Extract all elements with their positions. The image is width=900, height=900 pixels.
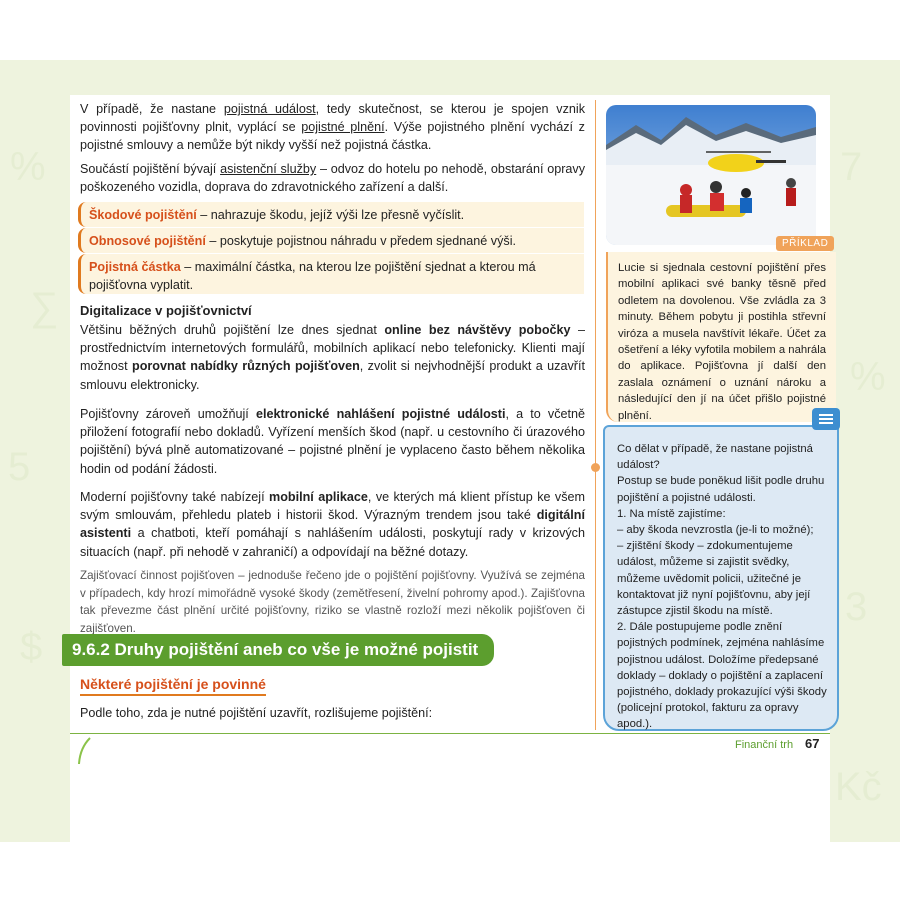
info-step1-title: 1. Na místě zajistíme:: [617, 507, 726, 520]
paragraph-online: [80, 321, 585, 394]
term-assistance-services: asistenční služby: [220, 162, 317, 176]
text-run: Pojišťovny zároveň umožňují: [80, 407, 256, 421]
bold-phrase: digitální asistenti: [80, 508, 585, 541]
digitalization-heading: Digitalizace v pojišťovnictví: [80, 303, 252, 318]
text-run: Moderní pojišťovny také nabízejí: [80, 490, 270, 504]
definition-box: [78, 228, 584, 253]
example-box: Lucie si sjednala cestovní pojištění přes mobilní aplikaci své banky těsně před odletem na dovolenou. Vše zvládla za 3 minuty. Během pobytu ji postihla střevní viróza a musela navštívit lékaře. Účet za ošetření a léky vyfotila mobilem a nahrála do aplikace. Pojišťovna jí další den zaslala oznámení o uznání nároku a následující den jí na účet přišlo pojistné plnění.: [606, 252, 836, 422]
paragraph-assistance: [80, 160, 585, 196]
text-run: V případě, že nastane: [80, 102, 224, 116]
text-run: , a to včetně přiložení fotografií nebo dokladů. Vyřízení menších škod (např. u cestovního či úrazového pojištění) bývá plně automatizované – pojistné plnění je vyplaceno často během několika hodin od podání žádosti.: [80, 407, 586, 476]
definition-text: – poskytuje pojistnou náhradu v předem sjednané výši.: [205, 234, 516, 248]
definition-text: – maximální částka, na kterou lze pojištění sjednat a kterou má pojišťovna vyplatit.: [89, 260, 536, 292]
info-step2: 2. Dále postupujeme podle znění pojistných podmínek, zejména nahlásíme pojistnou událost. Doložíme předepsané doklady – doklady o pojištění a zaplacení pojistného, doklady prokazující výši škody (policejní protokol, fakturu za opravy apod.).: [617, 621, 827, 731]
text-run: – odvoz do hotelu po nehodě, obstarání opravy poškozeného vozidla, doprava do zdravotnického zařízení a další.: [80, 162, 585, 195]
subheading-mandatory: Některé pojištění je povinné: [80, 676, 266, 696]
text-run: – prostřednictvím internetových formulářů, mobilních aplikací nebo telefonicky. Klienti mají možnost: [80, 323, 586, 374]
footer-chapter: Finanční trh: [735, 739, 794, 751]
page-number: 67: [805, 736, 820, 751]
svg-text:7: 7: [840, 145, 863, 189]
definition-term: Pojistná částka: [89, 260, 181, 274]
term-insured-event: pojistná událost: [223, 102, 316, 116]
reinsurance-note: Zajišťovací činnost pojišťoven – jednoduše řečeno jde o pojištění pojišťovny. Využívá se zejména v případech, kdy hrozí mimořádně vysoké škody (zemětřesení, živelní pohromy apod.). Zajišťovna tak převezme část plnění určité pojišťovny, riziko se vlastně rozloží mezi několik pojišťoven či zajišťoven.: [80, 569, 585, 635]
svg-text:3: 3: [845, 585, 868, 629]
text-run: Součástí pojištění bývají: [80, 162, 221, 176]
text-run: a chatboti, kteří pomáhají s nahlášením události, poskytují rady v krizových situacích (např. při nehodě v zahraničí) a odpovídají na běžné dotazy.: [80, 526, 585, 559]
svg-text:$: $: [20, 625, 43, 669]
svg-text:%: %: [850, 355, 886, 399]
svg-text:%: %: [10, 145, 46, 189]
svg-text:5: 5: [8, 445, 31, 489]
definition-term: Obnosové pojištění: [89, 234, 206, 248]
svg-text:∑: ∑: [30, 285, 59, 329]
definition-box: [78, 254, 584, 294]
text-run: , tedy skutečnost, se kterou je spojen vznik povinnosti pojišťovny plnit, vyplácí se: [80, 102, 585, 135]
paragraph-insured-event: [80, 100, 585, 155]
text-run: , zvolit si nejvhodnější produkt a uzavřít smlouvu elektronicky.: [80, 359, 585, 392]
info-box: [603, 425, 839, 731]
definition-box: [78, 202, 584, 227]
info-step1-item: – zjištění škody – zdokumentujeme událost, můžeme si zajistit svědky, můžeme uvědomit policii, užitečné je kontaktovat již nyní pojišťovnu, aby její zástupce zjistil škodu na místě.: [617, 540, 811, 618]
svg-text:Kč: Kč: [835, 765, 882, 809]
text-run: , ve kterých má klient přístup ke všem svým smlouvám, přehledu plateb i historii škod. Výrazným trendem jsou také: [80, 490, 586, 523]
info-intro: Postup se bude poněkud lišit podle druhu pojištění a pojistné události.: [617, 475, 825, 504]
rescue-photo: [606, 105, 816, 245]
term-insurance-payout: pojistné plnění: [301, 120, 385, 135]
divider-dot: [591, 463, 600, 472]
info-question: Co dělat v případě, že nastane pojistná událost?: [617, 443, 813, 472]
bold-phrase: mobilní aplikace: [269, 490, 368, 504]
section-heading: 9.6.2 Druhy pojištění aneb co vše je možné pojistit: [62, 634, 494, 666]
list-icon: [812, 408, 840, 430]
text-run: . Výše pojistného plnění vychází z pojistné smlouvy a nemůže být nikdy vyšší než pojistná částka.: [80, 120, 585, 153]
text-run: Většinu běžných druhů pojištění lze dnes sjednat: [80, 323, 385, 337]
leaf-icon: [76, 736, 94, 766]
info-step1-item: – aby škoda nevzrostla (je-li to možné);: [617, 524, 814, 537]
paragraph-electronic-claim: [80, 405, 585, 478]
bold-phrase: porovnat nabídky různých pojišťoven: [132, 359, 360, 374]
definition-text: – nahrazuje škodu, jejíž výši lze přesně vyčíslit.: [196, 208, 465, 222]
column-divider: [595, 100, 596, 730]
paragraph-mobile-apps: [80, 488, 585, 561]
bold-phrase: elektronické nahlášení pojistné události: [255, 407, 506, 421]
example-tag: PŘÍKLAD: [776, 236, 834, 251]
bold-phrase: online bez návštěvy pobočky: [384, 323, 571, 337]
section-intro: Podle toho, zda je nutné pojištění uzavřít, rozlišujeme pojištění:: [80, 706, 433, 720]
footer-rule: [70, 733, 830, 734]
definition-term: Škodové pojištění: [89, 208, 197, 222]
